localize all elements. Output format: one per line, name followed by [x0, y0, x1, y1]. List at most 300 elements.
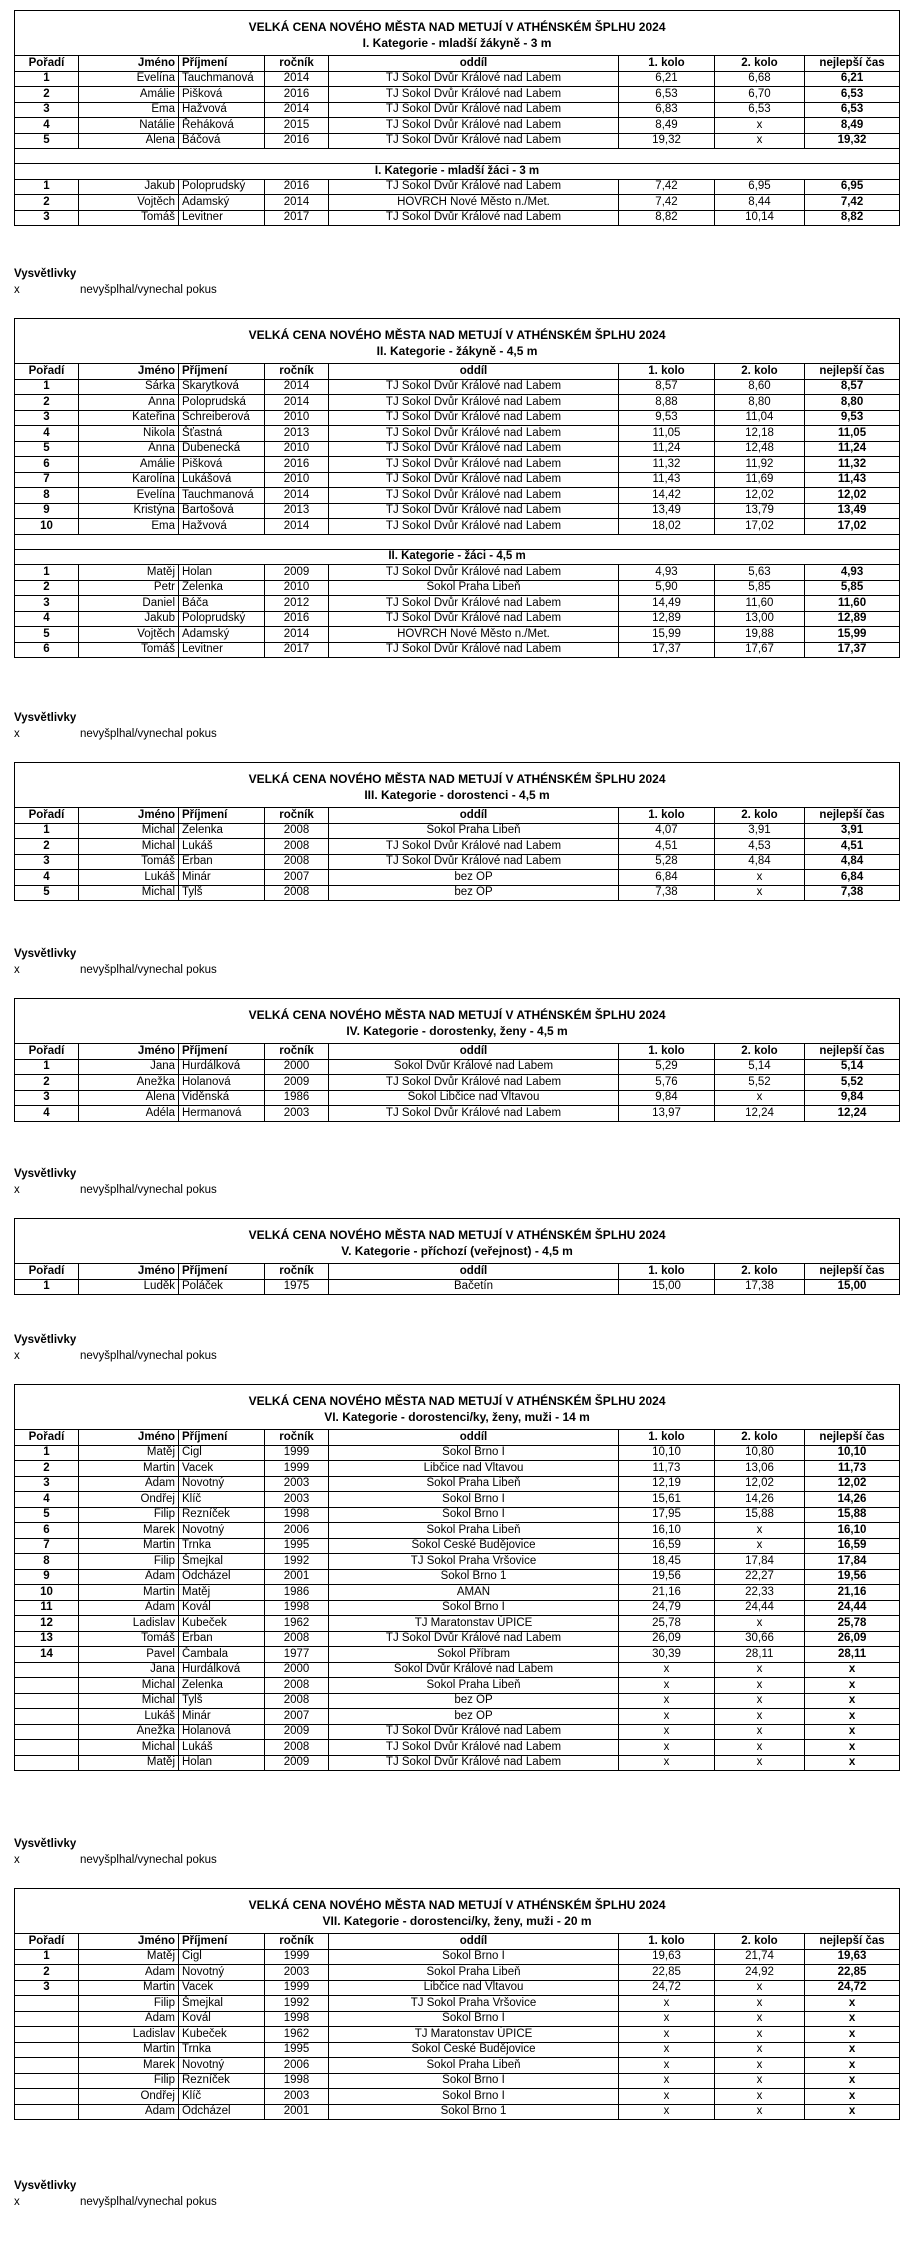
- first-name-cell: Tomáš: [79, 854, 179, 870]
- table-row: [15, 1600, 900, 1616]
- round-1-cell: 8,88: [619, 395, 715, 411]
- table-title-row: [15, 319, 900, 344]
- last-name-cell: Holan: [179, 565, 265, 581]
- round-2-cell: 17,02: [715, 519, 805, 535]
- first-name-cell: Natálie: [79, 118, 179, 134]
- first-name-cell: Filip: [79, 1996, 179, 2012]
- round-2-cell: x: [715, 1678, 805, 1694]
- legend-symbol: x: [14, 1350, 20, 1362]
- table-row: [15, 1445, 900, 1461]
- last-name-cell: Tauchmanová: [179, 488, 265, 504]
- year-cell: 1977: [265, 1647, 329, 1663]
- year-cell: 2015: [265, 118, 329, 134]
- rank-cell: 2: [15, 195, 79, 211]
- round-2-cell: x: [715, 2089, 805, 2105]
- club-cell: TJ Sokol Dvůr Králové nad Labem: [329, 1631, 619, 1647]
- header-last-name: Příjmení: [179, 364, 265, 380]
- year-cell: 1992: [265, 1554, 329, 1570]
- club-cell: TJ Sokol Praha Vršovice: [329, 1554, 619, 1570]
- first-name-cell: Lukáš: [79, 1709, 179, 1725]
- round-2-cell: 24,92: [715, 1965, 805, 1981]
- round-2-cell: x: [715, 2104, 805, 2120]
- round-1-cell: 15,00: [619, 1279, 715, 1295]
- first-name-cell: Martin: [79, 1585, 179, 1601]
- round-1-cell: 22,85: [619, 1965, 715, 1981]
- round-2-cell: 28,11: [715, 1647, 805, 1663]
- best-time-cell: 15,00: [805, 1279, 900, 1295]
- column-header-row: [15, 56, 900, 72]
- rank-cell: 1: [15, 823, 79, 839]
- round-2-cell: 30,66: [715, 1631, 805, 1647]
- last-name-cell: Cigl: [179, 1445, 265, 1461]
- best-time-cell: 24,72: [805, 1980, 900, 1996]
- club-cell: Sokol Dvůr Králové nad Labem: [329, 1059, 619, 1075]
- rank-cell: 7: [15, 472, 79, 488]
- round-2-cell: 14,26: [715, 1492, 805, 1508]
- header-rank: Pořadí: [15, 1934, 79, 1950]
- round-2-cell: 6,68: [715, 71, 805, 87]
- club-cell: Sokol Dvůr Králové nad Labem: [329, 1662, 619, 1678]
- best-time-cell: 17,02: [805, 519, 900, 535]
- club-cell: TJ Sokol Dvůr Králové nad Labem: [329, 1755, 619, 1771]
- rank-cell: 3: [15, 1476, 79, 1492]
- legend-row: [14, 964, 217, 976]
- table-row: [15, 823, 900, 839]
- table-row: [15, 87, 900, 103]
- first-name-cell: Ondřej: [79, 2089, 179, 2105]
- category-title: II. Kategorie - žákyně - 4,5 m: [15, 343, 900, 364]
- first-name-cell: Tomáš: [79, 210, 179, 226]
- last-name-cell: Báčová: [179, 133, 265, 149]
- first-name-cell: Evelína: [79, 488, 179, 504]
- best-time-cell: 5,52: [805, 1075, 900, 1091]
- club-cell: bez OP: [329, 1709, 619, 1725]
- club-cell: AMAN: [329, 1585, 619, 1601]
- club-cell: Libčice nad Vltavou: [329, 1980, 619, 1996]
- best-time-cell: 12,02: [805, 1476, 900, 1492]
- category-title: IV. Kategorie - dorostenky, ženy - 4,5 m: [15, 1023, 900, 1044]
- last-name-cell: Řezníček: [179, 1507, 265, 1523]
- year-cell: 1975: [265, 1279, 329, 1295]
- first-name-cell: Anežka: [79, 1724, 179, 1740]
- header-best-time: nejlepší čas: [805, 1044, 900, 1060]
- table-row: [15, 1507, 900, 1523]
- first-name-cell: Michal: [79, 885, 179, 901]
- best-time-cell: 7,42: [805, 195, 900, 211]
- best-time-cell: x: [805, 1693, 900, 1709]
- header-first-name: Jméno: [79, 364, 179, 380]
- rank-cell: [15, 1678, 79, 1694]
- rank-cell: 3: [15, 596, 79, 612]
- round-1-cell: 5,76: [619, 1075, 715, 1091]
- table-row: [15, 1693, 900, 1709]
- rank-cell: 2: [15, 395, 79, 411]
- rank-cell: 10: [15, 519, 79, 535]
- section-spacer: [15, 534, 900, 549]
- round-1-cell: 6,84: [619, 870, 715, 886]
- best-time-cell: 7,38: [805, 885, 900, 901]
- rank-cell: 3: [15, 1980, 79, 1996]
- column-header-row: [15, 1044, 900, 1060]
- table-row: [15, 1461, 900, 1477]
- year-cell: 2010: [265, 472, 329, 488]
- round-1-cell: 30,39: [619, 1647, 715, 1663]
- last-name-cell: Erban: [179, 1631, 265, 1647]
- club-cell: bez OP: [329, 1693, 619, 1709]
- first-name-cell: Michal: [79, 839, 179, 855]
- last-name-cell: Tylš: [179, 1693, 265, 1709]
- rank-cell: 14: [15, 1647, 79, 1663]
- first-name-cell: Marek: [79, 1523, 179, 1539]
- round-1-cell: x: [619, 2058, 715, 2074]
- round-2-cell: x: [715, 1724, 805, 1740]
- document-title: VELKÁ CENA NOVÉHO MĚSTA NAD METUJÍ V ATHÉNSKÉM ŠPLHU 2024: [15, 1219, 900, 1244]
- round-2-cell: x: [715, 2058, 805, 2074]
- table-row: [15, 1724, 900, 1740]
- round-2-cell: 3,91: [715, 823, 805, 839]
- document-title: VELKÁ CENA NOVÉHO MĚSTA NAD METUJÍ V ATHÉNSKÉM ŠPLHU 2024: [15, 11, 900, 36]
- table-row: [15, 1678, 900, 1694]
- header-best-time: nejlepší čas: [805, 1934, 900, 1950]
- legend-symbol: x: [14, 728, 20, 740]
- first-name-cell: Jakub: [79, 611, 179, 627]
- table-row: [15, 565, 900, 581]
- header-year: ročník: [265, 1934, 329, 1950]
- year-cell: 1998: [265, 1507, 329, 1523]
- table-row: [15, 1059, 900, 1075]
- header-first-name: Jméno: [79, 1264, 179, 1280]
- round-2-cell: 17,84: [715, 1554, 805, 1570]
- last-name-cell: Lukáš: [179, 839, 265, 855]
- column-header-row: [15, 364, 900, 380]
- year-cell: 1998: [265, 2073, 329, 2089]
- rank-cell: 2: [15, 1075, 79, 1091]
- club-cell: TJ Sokol Dvůr Králové nad Labem: [329, 503, 619, 519]
- year-cell: 2013: [265, 426, 329, 442]
- rank-cell: 7: [15, 1538, 79, 1554]
- legend: [14, 1838, 217, 1866]
- table-row: [15, 1569, 900, 1585]
- best-time-cell: 15,99: [805, 627, 900, 643]
- round-1-cell: 13,97: [619, 1106, 715, 1122]
- first-name-cell: Jakub: [79, 179, 179, 195]
- round-2-cell: 5,63: [715, 565, 805, 581]
- rank-cell: [15, 2042, 79, 2058]
- table-row: [15, 1075, 900, 1091]
- year-cell: 2013: [265, 503, 329, 519]
- round-1-cell: 21,16: [619, 1585, 715, 1601]
- round-1-cell: 16,59: [619, 1538, 715, 1554]
- year-cell: 2016: [265, 179, 329, 195]
- rank-cell: 3: [15, 410, 79, 426]
- first-name-cell: Adam: [79, 1569, 179, 1585]
- round-1-cell: x: [619, 2073, 715, 2089]
- rank-cell: 6: [15, 1523, 79, 1539]
- spacer-cell: [15, 149, 900, 164]
- round-1-cell: 19,63: [619, 1949, 715, 1965]
- last-name-cell: Vacek: [179, 1980, 265, 1996]
- last-name-cell: Kubeček: [179, 1616, 265, 1632]
- year-cell: 1999: [265, 1980, 329, 1996]
- club-cell: Sokol Praha Libeň: [329, 1476, 619, 1492]
- header-year: ročník: [265, 808, 329, 824]
- first-name-cell: Ondřej: [79, 1492, 179, 1508]
- last-name-cell: Bartošová: [179, 503, 265, 519]
- best-time-cell: 6,95: [805, 179, 900, 195]
- round-2-cell: x: [715, 2073, 805, 2089]
- round-2-cell: 12,18: [715, 426, 805, 442]
- best-time-cell: 4,93: [805, 565, 900, 581]
- last-name-cell: Tylš: [179, 885, 265, 901]
- round-1-cell: 16,10: [619, 1523, 715, 1539]
- club-cell: Sokol Brno I: [329, 2011, 619, 2027]
- club-cell: HOVRCH Nové Město n./Met.: [329, 627, 619, 643]
- legend-row: [14, 1854, 217, 1866]
- round-2-cell: 13,06: [715, 1461, 805, 1477]
- club-cell: Sokol Brno I: [329, 1445, 619, 1461]
- legend: [14, 1168, 217, 1196]
- table-row: [15, 503, 900, 519]
- round-1-cell: 19,32: [619, 133, 715, 149]
- last-name-cell: Škarytková: [179, 379, 265, 395]
- first-name-cell: Filip: [79, 1554, 179, 1570]
- year-cell: 2007: [265, 870, 329, 886]
- last-name-cell: Zelenka: [179, 1678, 265, 1694]
- results-table: [14, 1888, 900, 2120]
- header-year: ročník: [265, 364, 329, 380]
- last-name-cell: Dubenecká: [179, 441, 265, 457]
- rank-cell: [15, 2073, 79, 2089]
- round-2-cell: x: [715, 133, 805, 149]
- round-1-cell: x: [619, 1678, 715, 1694]
- table-row: [15, 1554, 900, 1570]
- best-time-cell: x: [805, 2104, 900, 2120]
- best-time-cell: x: [805, 2042, 900, 2058]
- round-1-cell: 11,24: [619, 441, 715, 457]
- club-cell: Sokol Praha Libeň: [329, 1678, 619, 1694]
- legend-heading: Vysvětlivky: [14, 948, 77, 960]
- round-1-cell: 15,61: [619, 1492, 715, 1508]
- table-row: [15, 1980, 900, 1996]
- first-name-cell: Michal: [79, 1678, 179, 1694]
- header-best-time: nejlepší čas: [805, 1430, 900, 1446]
- header-round-2: 2. kolo: [715, 808, 805, 824]
- first-name-cell: Evelína: [79, 71, 179, 87]
- year-cell: 1999: [265, 1445, 329, 1461]
- best-time-cell: 6,53: [805, 102, 900, 118]
- club-cell: Sokol Brno I: [329, 1600, 619, 1616]
- first-name-cell: Karolína: [79, 472, 179, 488]
- round-2-cell: 11,04: [715, 410, 805, 426]
- table-row: [15, 71, 900, 87]
- club-cell: TJ Sokol Dvůr Králové nad Labem: [329, 133, 619, 149]
- first-name-cell: Matěj: [79, 1755, 179, 1771]
- header-last-name: Příjmení: [179, 808, 265, 824]
- best-time-cell: 26,09: [805, 1631, 900, 1647]
- best-time-cell: 19,63: [805, 1949, 900, 1965]
- year-cell: 2014: [265, 395, 329, 411]
- best-time-cell: 11,60: [805, 596, 900, 612]
- rank-cell: 9: [15, 1569, 79, 1585]
- category-title: I. Kategorie - mladší žáci - 3 m: [15, 164, 900, 180]
- round-2-cell: 17,38: [715, 1279, 805, 1295]
- best-time-cell: 4,51: [805, 839, 900, 855]
- rank-cell: 5: [15, 885, 79, 901]
- rank-cell: 1: [15, 379, 79, 395]
- best-time-cell: 12,02: [805, 488, 900, 504]
- rank-cell: 2: [15, 1965, 79, 1981]
- table-row: [15, 870, 900, 886]
- first-name-cell: Anna: [79, 441, 179, 457]
- club-cell: TJ Sokol Dvůr Králové nad Labem: [329, 395, 619, 411]
- round-1-cell: 6,53: [619, 87, 715, 103]
- year-cell: 2000: [265, 1662, 329, 1678]
- category-title-row: [15, 343, 900, 364]
- rank-cell: 6: [15, 457, 79, 473]
- table-row: [15, 519, 900, 535]
- legend-text: nevyšplhal/vynechal pokus: [80, 964, 217, 976]
- best-time-cell: 15,88: [805, 1507, 900, 1523]
- first-name-cell: Petr: [79, 580, 179, 596]
- header-last-name: Příjmení: [179, 1934, 265, 1950]
- last-name-cell: Klíč: [179, 1492, 265, 1508]
- first-name-cell: Ema: [79, 519, 179, 535]
- document-title: VELKÁ CENA NOVÉHO MĚSTA NAD METUJÍ V ATHÉNSKÉM ŠPLHU 2024: [15, 1385, 900, 1410]
- first-name-cell: Ladislav: [79, 1616, 179, 1632]
- round-1-cell: 5,29: [619, 1059, 715, 1075]
- rank-cell: [15, 1709, 79, 1725]
- first-name-cell: Amálie: [79, 87, 179, 103]
- table-row: [15, 1492, 900, 1508]
- results-table: [14, 10, 900, 226]
- legend: [14, 268, 217, 296]
- year-cell: 2007: [265, 1709, 329, 1725]
- year-cell: 2008: [265, 839, 329, 855]
- best-time-cell: x: [805, 2089, 900, 2105]
- club-cell: TJ Sokol Dvůr Králové nad Labem: [329, 102, 619, 118]
- round-1-cell: x: [619, 2104, 715, 2120]
- round-2-cell: 19,88: [715, 627, 805, 643]
- best-time-cell: 11,32: [805, 457, 900, 473]
- round-1-cell: 4,93: [619, 565, 715, 581]
- results-table: [14, 762, 900, 901]
- year-cell: 2008: [265, 885, 329, 901]
- table-row: [15, 642, 900, 658]
- header-best-time: nejlepší čas: [805, 808, 900, 824]
- best-time-cell: 8,57: [805, 379, 900, 395]
- results-table: [14, 318, 900, 658]
- round-2-cell: 8,44: [715, 195, 805, 211]
- legend-row: [14, 1184, 217, 1196]
- year-cell: 2014: [265, 519, 329, 535]
- first-name-cell: Michal: [79, 1740, 179, 1756]
- round-1-cell: x: [619, 1740, 715, 1756]
- rank-cell: [15, 1724, 79, 1740]
- header-rank: Pořadí: [15, 1044, 79, 1060]
- table-row: [15, 488, 900, 504]
- club-cell: TJ Sokol Dvůr Králové nad Labem: [329, 210, 619, 226]
- last-name-cell: Řeháková: [179, 118, 265, 134]
- table-title-row: [15, 763, 900, 788]
- best-time-cell: 8,49: [805, 118, 900, 134]
- year-cell: 1995: [265, 1538, 329, 1554]
- best-time-cell: x: [805, 1662, 900, 1678]
- first-name-cell: Martin: [79, 1538, 179, 1554]
- round-2-cell: 5,14: [715, 1059, 805, 1075]
- round-2-cell: 12,02: [715, 488, 805, 504]
- rank-cell: 5: [15, 133, 79, 149]
- round-2-cell: x: [715, 1755, 805, 1771]
- round-2-cell: 6,95: [715, 179, 805, 195]
- first-name-cell: Anna: [79, 395, 179, 411]
- first-name-cell: Ladislav: [79, 2027, 179, 2043]
- header-round-2: 2. kolo: [715, 1934, 805, 1950]
- best-time-cell: 5,14: [805, 1059, 900, 1075]
- best-time-cell: x: [805, 1996, 900, 2012]
- last-name-cell: Odcházel: [179, 2104, 265, 2120]
- first-name-cell: Matěj: [79, 1949, 179, 1965]
- round-2-cell: 11,60: [715, 596, 805, 612]
- year-cell: 2014: [265, 102, 329, 118]
- best-time-cell: x: [805, 2073, 900, 2089]
- last-name-cell: Poloprudská: [179, 395, 265, 411]
- table-row: [15, 854, 900, 870]
- round-2-cell: 8,80: [715, 395, 805, 411]
- rank-cell: [15, 1740, 79, 1756]
- legend-heading: Vysvětlivky: [14, 1334, 77, 1346]
- best-time-cell: 16,10: [805, 1523, 900, 1539]
- table-row: [15, 2104, 900, 2120]
- last-name-cell: Erban: [179, 854, 265, 870]
- header-round-2: 2. kolo: [715, 364, 805, 380]
- club-cell: bez OP: [329, 885, 619, 901]
- header-rank: Pořadí: [15, 808, 79, 824]
- club-cell: Sokol Praha Libeň: [329, 580, 619, 596]
- first-name-cell: Kateřina: [79, 410, 179, 426]
- table-row: [15, 410, 900, 426]
- club-cell: Sokol Brno I: [329, 1507, 619, 1523]
- table-row: [15, 179, 900, 195]
- table-row: [15, 839, 900, 855]
- year-cell: 2014: [265, 488, 329, 504]
- category-title-row: [15, 1023, 900, 1044]
- club-cell: TJ Sokol Dvůr Králové nad Labem: [329, 457, 619, 473]
- header-rank: Pořadí: [15, 56, 79, 72]
- round-2-cell: x: [715, 118, 805, 134]
- best-time-cell: 8,82: [805, 210, 900, 226]
- header-best-time: nejlepší čas: [805, 56, 900, 72]
- first-name-cell: Michal: [79, 823, 179, 839]
- table-row: [15, 1949, 900, 1965]
- club-cell: TJ Sokol Dvůr Králové nad Labem: [329, 410, 619, 426]
- round-1-cell: 4,51: [619, 839, 715, 855]
- year-cell: 2008: [265, 1631, 329, 1647]
- club-cell: TJ Sokol Dvůr Králové nad Labem: [329, 565, 619, 581]
- round-1-cell: 4,07: [619, 823, 715, 839]
- best-time-cell: 19,56: [805, 1569, 900, 1585]
- legend-row: [14, 1350, 217, 1362]
- last-name-cell: Novotný: [179, 2058, 265, 2074]
- header-rank: Pořadí: [15, 1264, 79, 1280]
- last-name-cell: Klíč: [179, 2089, 265, 2105]
- best-time-cell: 25,78: [805, 1616, 900, 1632]
- last-name-cell: Novotný: [179, 1965, 265, 1981]
- header-first-name: Jméno: [79, 1934, 179, 1950]
- rank-cell: 1: [15, 1059, 79, 1075]
- round-2-cell: 15,88: [715, 1507, 805, 1523]
- year-cell: 2008: [265, 1740, 329, 1756]
- last-name-cell: Levitner: [179, 210, 265, 226]
